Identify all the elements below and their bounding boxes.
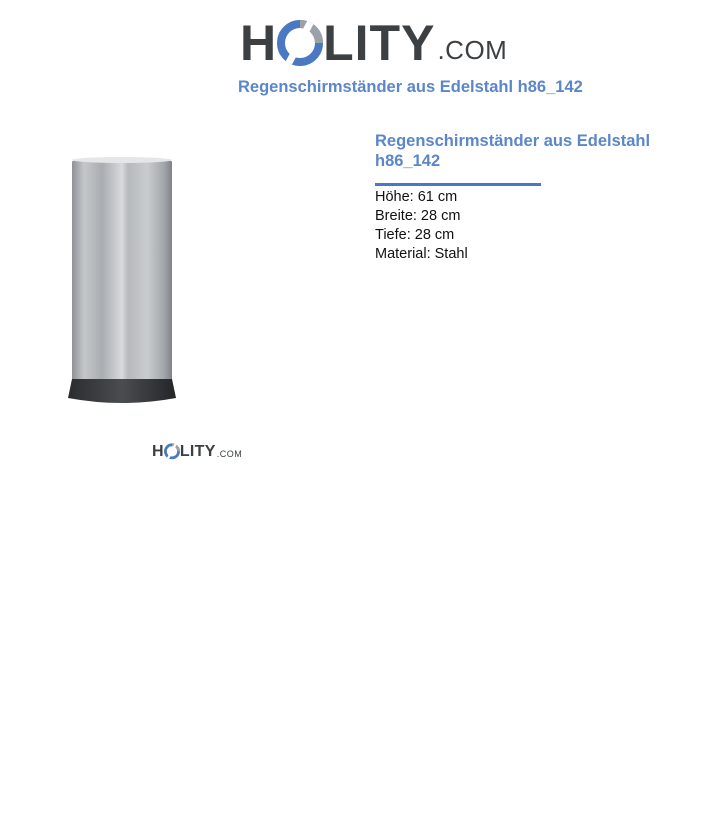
- spec-depth: Tiefe: 28 cm: [375, 227, 455, 243]
- spec-height: Höhe: 61 cm: [375, 189, 458, 205]
- logo-suffix: .COM: [437, 35, 508, 65]
- logo-small-o-icon: [164, 442, 180, 460]
- brand-logo: [240, 12, 508, 71]
- title-divider: [375, 183, 541, 186]
- brand-logo-small: [152, 442, 242, 460]
- logo-wordmark-right: LITY: [323, 15, 436, 71]
- product-info: [375, 131, 665, 264]
- spec-material: Material: Stahl: [375, 246, 468, 262]
- logo-wordmark-left: H: [240, 15, 278, 71]
- logo-small-suffix: .COM: [216, 449, 243, 459]
- product-title: Regenschirmständer aus Edelstahl h86_142: [375, 132, 651, 170]
- page-title: Regenschirmständer aus Edelstahl h86_142: [238, 78, 583, 96]
- umbrella-stand-cylinder-icon: [60, 150, 190, 410]
- logo-small-wordmark-right: LITY: [179, 443, 216, 460]
- spec-width: Breite: 28 cm: [375, 208, 461, 224]
- logo-o-icon: [277, 16, 323, 68]
- logo-small-wordmark-left: H: [152, 443, 164, 460]
